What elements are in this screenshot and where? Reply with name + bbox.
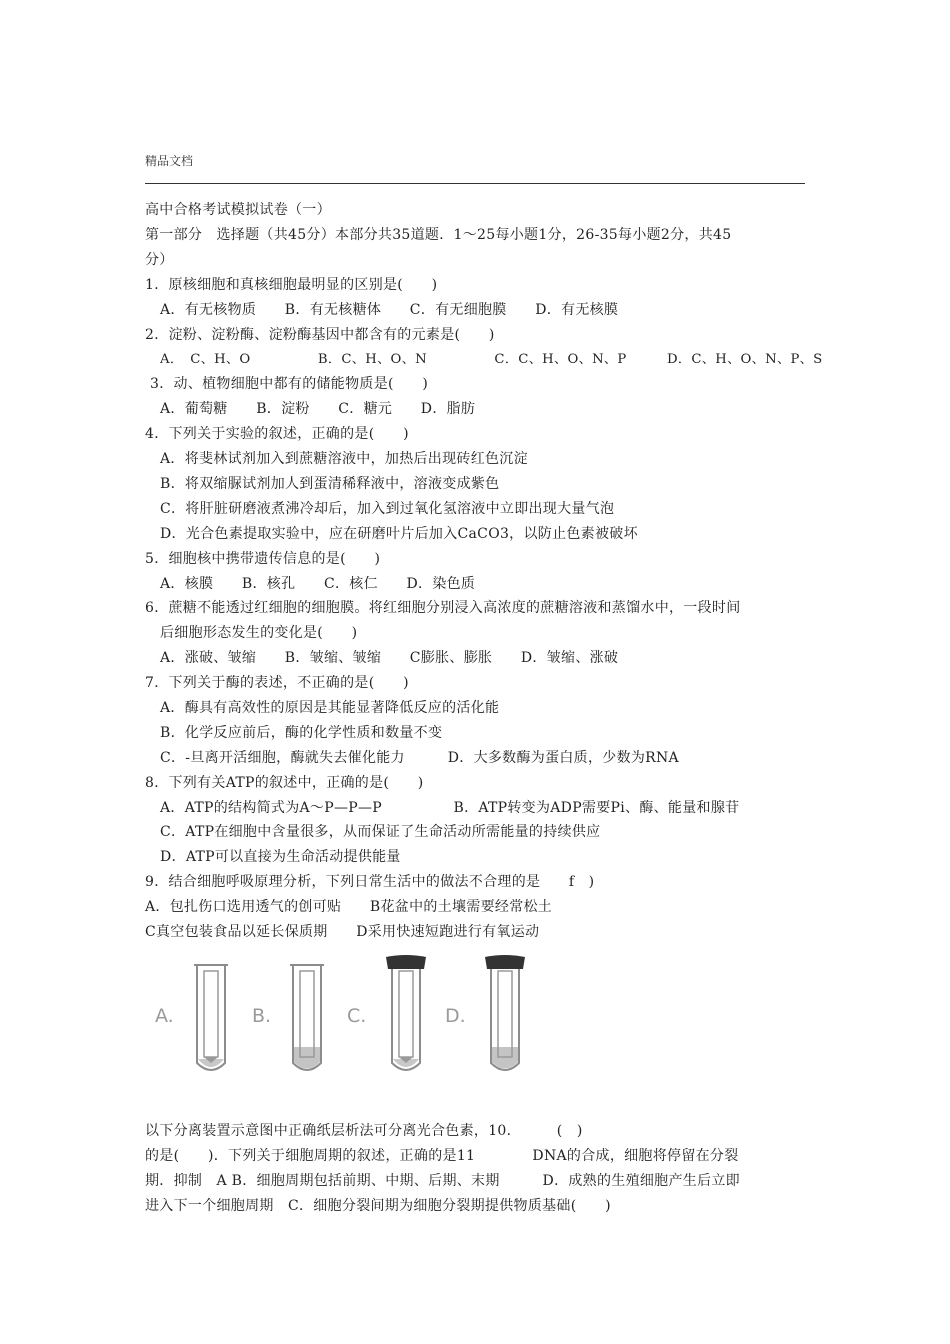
question-7-options-cd: C．-旦离开活细胞，酶就失去催化能力 D．大多数酶为蛋白质，少数为RNA (160, 750, 679, 766)
separation-apparatus-figure (145, 955, 545, 1080)
header-rule (145, 183, 805, 184)
question-9-options-ab: A．包扎伤口选用透气的创可贴 B花盆中的土壤需要经常松土 (145, 899, 553, 915)
question-6-options: A．涨破、皱缩 B．皱缩、皱缩 C膨胀、膨胀 D．皱缩、涨破 (160, 650, 619, 666)
question-5: 5．细胞核中携带遗传信息的是( ) (145, 551, 381, 567)
question-9: 9．结合细胞呼吸原理分析，下列日常生活中的做法不合理的是 f ) (145, 874, 595, 890)
question-8-option-d: D．ATP可以直接为生命活动提供能量 (160, 849, 401, 865)
tube-label-d: D. (445, 1005, 466, 1027)
question-10-11-line-3: 期．抑制 A B．细胞周期包括前期、中期、后期、末期 D．成熟的生殖细胞产生后立即 (145, 1173, 740, 1189)
question-4-option-c: C．将肝脏研磨液煮沸冷却后，加入到过氧化氢溶液中立即出现大量气泡 (160, 501, 615, 517)
question-10-11-line-4: 进入下一个细胞周期 C．细胞分裂间期为细胞分裂期提供物质基础( ) (145, 1198, 611, 1214)
section-intro-cont: 分） (145, 252, 174, 268)
question-8-option-c: C．ATP在细胞中含量很多，从而保证了生命活动所需能量的持续供应 (160, 824, 601, 840)
test-tube-b (290, 965, 324, 1070)
question-3: 3．动、植物细胞中都有的储能物质是( ) (150, 376, 429, 392)
question-9-options-cd: C真空包装食品以延长保质期 D采用快速短跑进行有氧运动 (145, 924, 540, 940)
tube-label-a: A. (155, 1005, 174, 1027)
question-7-option-a: A．酶具有高效性的原因是其能显著降低反应的活化能 (160, 700, 500, 716)
question-4-option-d: D．光合色素提取实验中，应在研磨叶片后加入CaCO3，以防止色素被破坏 (160, 526, 638, 542)
question-8-options-ab: A．ATP的结构简式为A～P—P—P B．ATP转变为ADP需要Pi、酶、能量和腺苷 (160, 800, 740, 816)
question-2: 2．淀粉、淀粉酶、淀粉酶基因中都含有的元素是( ) (145, 327, 495, 343)
test-tube-c (386, 955, 426, 1070)
question-4: 4．下列关于实验的叙述，正确的是( ) (145, 426, 409, 442)
question-10-11-line-1: 以下分离装置示意图中正确纸层析法可分离光合色素，10． ( ) (145, 1123, 583, 1139)
question-6: 6．蔗糖不能透过红细胞的细胞膜。将红细胞分别浸入高浓度的蔗糖溶液和蒸馏水中，一段时间 (145, 600, 741, 616)
question-7-option-b: B．化学反应前后，酶的化学性质和数量不变 (160, 725, 443, 741)
test-tube-a (194, 965, 228, 1070)
question-6-cont: 后细胞形态发生的变化是( ) (160, 625, 358, 641)
question-7: 7．下列关于酶的表述，不正确的是( ) (145, 675, 409, 691)
question-2-options: A． C、H、O B．C、H、O、N C．C、H、O、N、P D．C、H、O、N、P、S (160, 352, 823, 367)
question-8: 8．下列有关ATP的叙述中，正确的是( ) (145, 775, 424, 791)
question-5-options: A．核膜 B．核孔 C．核仁 D．染色质 (160, 576, 476, 592)
tube-label-c: C. (347, 1005, 367, 1027)
question-4-option-b: B．将双缩脲试剂加人到蛋清稀释液中，溶液变成紫色 (160, 476, 500, 492)
question-4-option-a: A．将斐林试剂加入到蔗糖溶液中，加热后出现砖红色沉淀 (160, 451, 528, 467)
page-header: 精品文档 (145, 154, 194, 168)
question-3-options: A．葡萄糖 B．淀粉 C．糖元 D．脂肪 (160, 401, 476, 417)
question-10-11-line-2: 的是( )．下列关于细胞周期的叙述，正确的是11 DNA的合成，细胞将停留在分裂 (145, 1148, 739, 1164)
section-intro: 第一部分 选择题（共45分）本部分共35道题．1～25每小题1分，26-35每小题2分，共45 (145, 227, 732, 243)
question-1: 1．原核细胞和真核细胞最明显的区别是( ) (145, 277, 438, 293)
question-1-options: A．有无核物质 B．有无核糖体 C．有无细胞膜 D．有无核膜 (160, 302, 619, 318)
exam-title: 高中合格考试模拟试卷（一） (145, 202, 331, 218)
tube-label-b: B. (252, 1005, 272, 1027)
test-tube-d (485, 955, 525, 1070)
